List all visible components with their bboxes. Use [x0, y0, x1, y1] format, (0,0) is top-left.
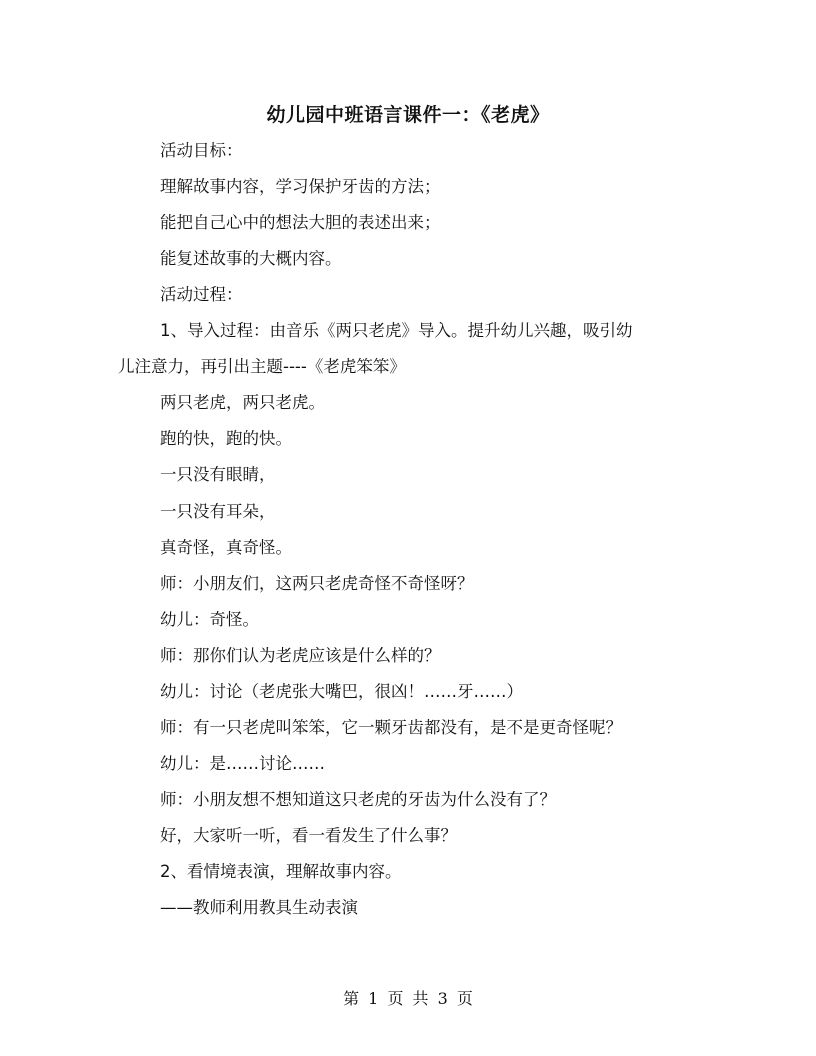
page-footer: 第 1 页 共 3 页: [343, 989, 473, 1008]
text-line: 幼儿：讨论（老虎张大嘴巴，很凶！……牙……）: [160, 682, 523, 701]
text-line: 2、看情境表演，理解故事内容。: [160, 862, 402, 881]
text-line: 儿注意力，再引出主题----《老虎笨笨》: [118, 357, 406, 376]
text-line: 活动过程：: [160, 285, 243, 304]
text-line: 幼儿：奇怪。: [160, 610, 259, 629]
text-line: 能复述故事的大概内容。: [160, 249, 342, 268]
text-line: 真奇怪，真奇怪。: [160, 538, 292, 557]
text-line: 能把自己心中的想法大胆的表述出来；: [160, 213, 441, 232]
text-line: ——教师利用教具生动表演: [160, 898, 358, 917]
text-line: 师：有一只老虎叫笨笨，它一颗牙齿都没有，是不是更奇怪呢？: [160, 718, 622, 737]
text-line: 跑的快，跑的快。: [160, 429, 292, 448]
text-line: 幼儿：是……讨论……: [160, 754, 325, 773]
text-line: 一只没有眼睛，: [160, 465, 276, 484]
text-line: 理解故事内容，学习保护牙齿的方法；: [160, 177, 441, 196]
text-line: 师：那你们认为老虎应该是什么样的？: [160, 646, 441, 665]
document-title: 幼儿园中班语言课件一：《老虎》: [266, 104, 550, 126]
text-line: 好，大家听一听，看一看发生了什么事？: [160, 826, 457, 845]
text-line: 一只没有耳朵，: [160, 502, 276, 521]
text-line: 师：小朋友们，这两只老虎奇怪不奇怪呀？: [160, 574, 474, 593]
text-line: 1、导入过程：由音乐《两只老虎》导入。提升幼儿兴趣，吸引幼: [160, 321, 633, 340]
text-line: 活动目标：: [160, 141, 243, 160]
text-line: 两只老虎，两只老虎。: [160, 393, 325, 412]
text-line: 师：小朋友想不想知道这只老虎的牙齿为什么没有了？: [160, 790, 556, 809]
